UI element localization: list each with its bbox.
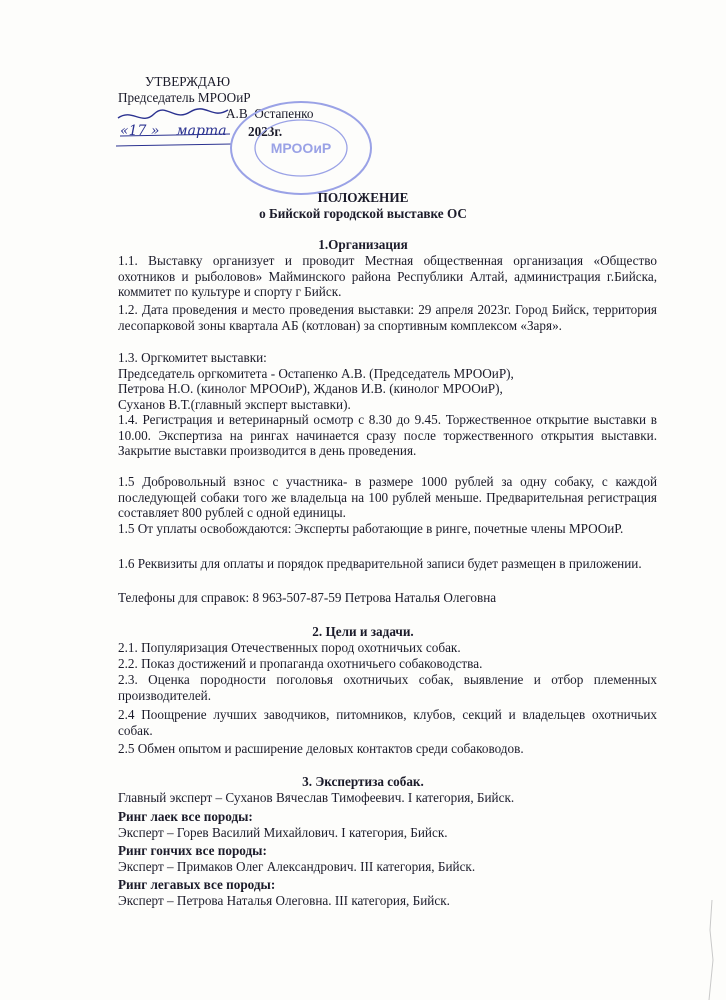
ring-hounds-title: Ринг гончих все породы: bbox=[118, 843, 267, 858]
section2-paragraph-5: 2.5 Обмен опытом и расширение деловых контактов среди собаководов. bbox=[118, 741, 524, 756]
section1-paragraph-10: 1.6 Реквизиты для оплаты и порядок предварительной записи будет размещен в приложении. bbox=[118, 556, 642, 571]
approval-year: 2023г. bbox=[248, 124, 283, 139]
stamp-text: МРООиР bbox=[270, 140, 332, 156]
document-subtitle: о Бийской городской выставке ОС bbox=[259, 206, 467, 221]
approval-date-month: марта bbox=[176, 123, 227, 139]
section1-paragraph-6: Суханов В.Т.(главный эксперт выставки). bbox=[118, 397, 351, 412]
approval-position: Председатель МРООиР bbox=[118, 90, 251, 105]
section2-paragraph-2: 2.2. Показ достижений и пропаганда охотничьего собаководства. bbox=[118, 656, 483, 671]
section1-phones: Телефоны для справок: 8 963-507-87-59 Петрова Наталья Олеговна bbox=[118, 590, 497, 605]
section1-paragraph-5: Петрова Н.О. (кинолог МРООиР), Жданов И.В. (кинолог МРООиР), bbox=[118, 381, 503, 396]
approval-name: А.В. Остапенко bbox=[226, 106, 314, 121]
section1-paragraph-2: 1.2. Дата проведения и место проведения выставки: 29 апреля 2023г. Город Бийск, территория лесопарковой зоны квартала АБ (котлован) за спортивным комплексом «Заря». bbox=[118, 302, 657, 333]
chief-expert: Главный эксперт – Суханов Вячеслав Тимофеевич. I категория, Бийск. bbox=[118, 790, 515, 805]
section2-paragraph-3: 2.3. Оценка породности поголовья охотничьих собак, выявление и отбор племенных производителей. bbox=[118, 672, 657, 703]
section1-paragraph-4: Председатель оргкомитета - Остапенко А.В. (Председатель МРООиР), bbox=[118, 366, 514, 381]
section2-paragraph-4: 2.4 Поощрение лучших заводчиков, питомников, клубов, секций и владельцев охотничьих собак. bbox=[118, 707, 657, 738]
ring-pointers-expert: Эксперт – Петрова Наталья Олеговна. III категория, Бийск. bbox=[118, 893, 450, 908]
section2-paragraph-1: 2.1. Популяризация Отечественных пород охотничьих собак. bbox=[118, 640, 461, 655]
organization-stamp bbox=[226, 98, 376, 198]
section1-paragraph-9: 1.5 От уплаты освобождаются: Эксперты работающие в ринге, почетные члены МРООиР. bbox=[118, 521, 624, 536]
ring-laika-title: Ринг лаек все породы: bbox=[118, 809, 253, 824]
section1-paragraph-1: 1.1. Выставку организует и проводит Местная общественная организация «Общество охотников и рыболовов» Майминского района Республики Алтай, администрация г.Бийска, коммитет по культуре и спорту г Бийск. bbox=[118, 253, 657, 300]
approval-title: УТВЕРЖДАЮ bbox=[145, 74, 231, 89]
ring-hounds-expert: Эксперт – Примаков Олег Александрович. III категория, Бийск. bbox=[118, 859, 476, 874]
section2-heading: 2. Цели и задачи. bbox=[312, 624, 414, 639]
ring-pointers-title: Ринг легавых все породы: bbox=[118, 877, 276, 892]
approval-date-prefix: «17 » bbox=[120, 123, 160, 139]
section3-heading: 3. Экспертиза собак. bbox=[302, 774, 424, 789]
section1-paragraph-7: 1.4. Регистрация и ветеринарный осмотр с 8.30 до 9.45. Торжественное открытие выставки в 10.00. Экспертиза на рингах начинается сразу после торжественного открытия выставки. Закрытие выставки производится в день проведения. bbox=[118, 412, 657, 459]
document-title: ПОЛОЖЕНИЕ bbox=[317, 190, 409, 205]
scan-edge-mark bbox=[700, 900, 718, 1000]
section1-paragraph-8: 1.5 Добровольный взнос с участника- в размере 1000 рублей за одну собаку, с каждой последующей собаки того же владельца на 100 рублей меньше. Предварительная регистрация составляет 800 рублей с одной единицы. bbox=[118, 474, 657, 521]
section1-paragraph-3: 1.3. Оргкомитет выставки: bbox=[118, 350, 267, 365]
ring-laika-expert: Эксперт – Горев Василий Михайлович. I категория, Бийск. bbox=[118, 825, 448, 840]
section1-heading: 1.Организация bbox=[318, 237, 408, 252]
